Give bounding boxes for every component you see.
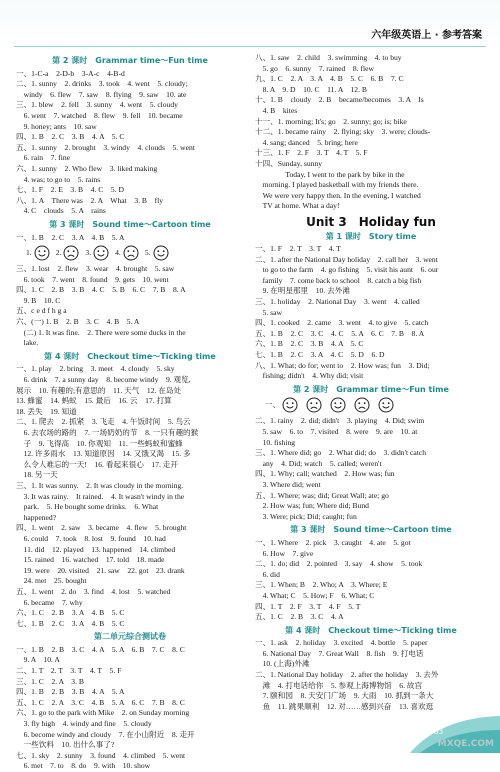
answer-line: 9. B 10. C <box>16 295 61 305</box>
answer-line: 六、1. go to the park with Mike 2. on Sunday morning <box>16 708 190 718</box>
unit-title: Unit 3 Holiday fun <box>306 214 436 229</box>
answer-line: 八、1. saw 2. child 3. swimming 4. to buy <box>255 53 402 62</box>
answer-line: 五、1. B 2. C 3. C 4. C 5. A 6. C 7. B 8. A <box>255 328 425 338</box>
face-label: 1. <box>26 247 32 257</box>
answer-line: 一、1. ask 2. holiday 3. excited 4. bottle 5. paper <box>255 638 428 648</box>
answer-line: 么令人难忘的一天! 16. 看起来很心 17. 走开 <box>16 459 178 469</box>
answer-line: 三、1. When; B 2. Who; A 3. Where; E <box>255 580 388 590</box>
answer-line: 10. fishing <box>255 437 296 447</box>
answer-line: 15. rained 16. watched 17. told 18. made <box>16 555 165 565</box>
answer-line: happened? <box>16 512 57 522</box>
answer-line: 5. saw 6. to 7. visited 8. were 9. are 10. at <box>255 427 418 436</box>
answer-line: any 4. Did; watch 5. called; weren't <box>255 458 382 468</box>
answer-line: 6. drink 7. a sunny day 8. become windy 9. 观览, <box>16 375 191 385</box>
answer-line: 3. Were; pick; Did; caught; fun <box>255 511 357 521</box>
answer-line: 一、1. B 2. B 3. C 4. A 5. A 6. B 7. C 8. C <box>16 644 185 654</box>
answer-line: 二、1. National Day holiday 2. after the holiday 3. 去外 <box>255 670 439 680</box>
smiley-face-icon <box>328 397 346 413</box>
answer-line: 四、1. cooked 2. came 3. went 4. to give 5. catch <box>255 318 429 328</box>
answer-line: 7. 颐和园 8. 天安门广场 9. 大雨 10. 抓到一条大 <box>255 691 434 701</box>
answer-line: 五、1. C 2. B 3. C 4. A <box>255 612 344 622</box>
answer-line: 七、1. B 2. C 3. A 4. C 5. D 6. D <box>255 350 385 360</box>
answer-line: 4. What; C 5. How; F 6. What; C <box>255 590 375 600</box>
answer-line: 二、1. sunny 2. drinks 3. took 4. went 5. cloudy; <box>16 79 188 89</box>
answer-line: 24. met 25. bought <box>16 576 87 586</box>
answer-line: lake. <box>16 338 39 348</box>
watermark-text: MXQE.COM <box>437 739 494 750</box>
section-heading: 第 4 课时 Checkout time～Ticking time <box>285 625 457 635</box>
answer-line: 八、1. What; do for; went to 2. How was; fun 3. Did; <box>255 360 430 370</box>
answer-line: 五、1. went 2. do 3. find 4. lost 5. watched <box>16 586 171 596</box>
answer-line: 6. did <box>255 569 280 579</box>
answer-line: 子 9. 飞得高 10. 你观知 11. 一些蚂蚁和蜜蜂 <box>16 438 183 448</box>
face-icon-row <box>26 245 244 261</box>
face-label: 5. <box>144 247 151 257</box>
answer-line: 一、1. Where 2. pick 3. caught 4. ate 5. got <box>255 537 411 547</box>
answer-line: 三、1. Where did; go 2. What did; do 3. didn't catch <box>255 448 426 458</box>
answer-line: 十四、Sunday, sunny <box>255 158 323 168</box>
section-heading: 第 3 课时 Sound time～Cartoon time <box>290 525 452 535</box>
answer-line: 4. sang; danced 5. bring; here <box>255 137 358 147</box>
answer-line: 5. saw <box>255 307 282 317</box>
answer-line: 五、c e d f h g a <box>16 306 67 316</box>
section-heading: 第 3 课时 Sound time～Cartoon time <box>49 219 211 229</box>
answer-line: 6. National Day 7. Great Wall 8. fish 9. 打电话 <box>255 648 424 658</box>
answer-line: 四、1. T 2. F 3. T 4. F 5. T <box>255 601 361 611</box>
answer-line: 七、1. F 2. E 3. B 4. C 5. D <box>16 185 125 195</box>
answer-line: 二、1. rainy 2. did; didn't 3. playing 4. Did; swim <box>255 416 425 426</box>
answer-line: Today, I went to the park by bike in the <box>255 169 405 179</box>
answer-line: 6. became 7. why <box>16 597 83 607</box>
answer-line: 6. become windy and cloudy 7. 在小山附近 8. 走开 <box>16 729 195 739</box>
answer-line: 五、1. Where; was; did; Great Wall; ate; go <box>255 490 389 500</box>
answer-line: (二) 1. It was fine. 2. There were some ducks in the <box>16 327 186 337</box>
answer-line: 4. B kites <box>255 105 298 115</box>
answer-line: 四、1. B 2. C 3. B 4. A 5. C <box>16 132 125 142</box>
answer-line: 八、1. A There was 2. A What 3. B fly <box>16 195 164 205</box>
answer-line: 6. took 7. went 8. found 9. gets 10. went <box>16 274 169 284</box>
answer-line: 6. went 7. watched 8. flew 9. fell 10. became <box>16 110 183 120</box>
section-heading: 第二单元综合测试卷 <box>94 632 166 642</box>
answer-line: 19. were 20. visited 21. saw 22. got 23. drank <box>16 565 185 575</box>
answer-line: 四、1. B 2. B 3. B 4. A 5. A <box>16 687 125 697</box>
answer-line: We were very happy then. In the evening, I watched <box>255 190 421 200</box>
answer-line: 三、1. blew 2. fell 3. sunny 4. went 5. cloudy <box>16 100 178 110</box>
answer-line: 二、1. T 2. T 3. T 4. T 5. F <box>16 666 122 676</box>
page-header-title: 六年级英语上 · 参考答案 <box>371 30 482 41</box>
answer-line: fishing; didn't 4. Why did; visit <box>255 371 364 381</box>
answer-line: 六、1. B 2. C 3. B 4. A 5. C <box>255 339 364 349</box>
smiley-face-icon <box>265 397 298 413</box>
answer-line: 三、1. It was sunny. 2. It was cloudy in the morning. <box>16 480 184 490</box>
answer-line: 4. was; to go to 5. rains <box>16 174 101 184</box>
section-heading: 第 4 课时 Checkout time～Ticking time <box>44 351 216 361</box>
answer-line: 6. could 7. took 8. lost 9. found 10. had <box>16 533 166 543</box>
answer-line: 六、(一) 1. B 2. B 3. C 4. B 5. A <box>16 317 140 327</box>
answer-line: 一、1. play 2. bring 3. meet 4. cloudy 5. sky <box>16 364 175 374</box>
answer-line: 三、1. C 2. A 3. B <box>16 676 84 686</box>
answer-line: 二、1. after the National Day holiday 2. call her 3. went <box>255 254 438 264</box>
answer-line: 9. honey; ants 10. saw <box>16 121 97 131</box>
section-heading: 第 2 课时 Grammar time～Fun time <box>293 384 449 394</box>
answer-line: 9. A 10. A <box>16 655 60 665</box>
answer-line: 七、1. B 2. C 3. A 4. B 5. C <box>16 618 125 628</box>
answer-line: 10. (上海)外滩 <box>255 659 310 669</box>
answer-line: 4. C clouds 5. A rains <box>16 206 106 216</box>
answer-line: 一些饮料 10. 出什么事了? <box>16 740 115 750</box>
answer-line: 六、1. sunny 2. Who flew 3. liked making <box>16 163 158 173</box>
face-icon-row <box>265 397 487 413</box>
sad-face-icon <box>56 245 80 261</box>
sad-face-icon <box>352 397 370 413</box>
sad-face-icon <box>304 397 322 413</box>
answer-line: windy 6. flew 7. saw 8. flying 9. saw 10. ate <box>16 89 187 99</box>
face-label: 3. <box>85 247 92 257</box>
smiley-face-icon <box>145 245 169 261</box>
answer-line: 展示 10. 有趣的;有意思的 11. 天气 12. 在岛处 <box>16 385 182 395</box>
face-label: 一、 <box>265 400 281 410</box>
answer-line: 五、1. C 2. A 3. C 4. B 5. A 6. C 7. B 8. C <box>16 697 185 707</box>
face-label: 2. <box>55 247 62 257</box>
answer-line: 四、1. Why; call; watched 2. How was; fun <box>255 469 395 479</box>
answer-column-left <box>16 53 244 772</box>
answer-line: 3. Where did; went <box>255 479 321 489</box>
answer-line: 6. met 7. to 8. do 9. with 10. show <box>16 761 151 771</box>
answer-line: 十二、1. became rainy 2. flying; sky 3. were; clouds- <box>255 127 431 137</box>
section-heading: 第 2 课时 Grammar time～Fun time <box>52 56 208 65</box>
answer-line: morning. I played basketball with my friends there. <box>255 180 419 190</box>
answer-line: 11. did 12. played 13. happened 14. climbed <box>16 544 176 554</box>
answer-line: 18. 另一天 <box>16 470 58 480</box>
answer-line: 5. go 6. sunny 7. rained 8. flew <box>255 63 374 73</box>
answer-line: park. 5. He bought some drinks. 6. What <box>16 502 159 512</box>
sad-face-icon <box>115 245 139 261</box>
answer-line: 18. 丢失 19. 知道 <box>16 406 77 416</box>
answer-line: 8. A 9. D 10. C 11. A 12. B <box>255 84 367 94</box>
smiley-face-icon <box>85 245 109 261</box>
answer-line: 五、1. sunny 2. brought 3. windy 4. clouds 5. went <box>16 142 195 152</box>
answer-line: 三、1. lost 2. flew 3. wear 4. brought 5. saw <box>16 264 175 274</box>
page-number: 53 <box>434 726 443 736</box>
answer-line: 六、1. C 2. B 3. A 4. B 5. C <box>16 608 125 618</box>
answer-line: 二、1. do; did 2. pointed 3. say 4. show 5. took <box>255 559 423 569</box>
answer-line: 三、1. holiday 2. National Day 3. went 4. called <box>255 297 420 307</box>
answer-line: 七、1. sky 2. sunny 3. found 4. climbed 5. went <box>16 750 186 760</box>
answer-line: 二、1. 爬去 2. 抓紧 3. 飞走 4. 午饭时间 5. 鸟云 <box>16 417 191 427</box>
answer-line: family 7. come back to school 8. catch a big fish <box>255 275 422 285</box>
answer-line: 十三、1. F 2. F 3. T 4. T 5. F <box>255 148 368 158</box>
answer-line: 四、1. went 2. saw 3. became 4. flew 5. brought <box>16 523 187 533</box>
answer-line: 6. rain 7. fine <box>16 153 70 163</box>
answer-line: 9. 在明星那里 10. 去外滩 <box>255 286 350 296</box>
answer-line: 十一、1. morning; It's; go 2. sunny; go; is; bike <box>255 116 407 126</box>
answer-line: to go to the farm 4. go fishing 5. visit his aunt 6. our <box>255 265 439 275</box>
answer-line: 滩 4. 打电话给你 5. 参观上海博物馆 6. 故宫 <box>255 680 423 690</box>
answer-column-right <box>255 53 487 712</box>
answer-line: 一、1. F 2. T 3. T 4. T <box>255 244 341 254</box>
answer-line: TV at home. What a day! <box>255 201 340 211</box>
answer-line: 6. 去农场的路的 7. 一场奶奶的节 8. 一只有趣的猴 <box>16 428 199 437</box>
section-heading: 第 1 课时 Story time <box>325 231 417 241</box>
answer-line: 2. How was; fun; Where did; Bund <box>255 501 369 511</box>
answer-line: 鱼 11. 跳果顺利 12. 对……感到兴奋 13. 喜欢逛 <box>255 701 434 711</box>
answer-line: 一、1. B 2. C 3. A 4. B 5. A <box>16 232 125 242</box>
answer-line: 6. How 7. give <box>255 548 314 558</box>
smiley-face-icon <box>376 397 394 413</box>
answer-line: 一、1-C-a 2-D-b 3-A-c 4-B-d <box>16 68 125 78</box>
answer-line: 四、1. C 2. B 3. B 4. C 5. B 6. C 7. B 8. A <box>16 285 186 295</box>
answer-line: 12. 许多雨水 13. 知道原因 14. 又饿又渴 15. 多 <box>16 449 191 459</box>
answer-line: 3. fly high 4. windy and fine 5. cloudy <box>16 719 152 729</box>
answer-line: 3. It was rainy. It rained. 4. It wasn't windy in the <box>16 491 185 501</box>
answer-line: 十、1. B cloudy 2. B became/becomes 3. A Is <box>255 95 424 105</box>
answer-line: 九、1. C 2. A 3. A 4. B 5. C 6. B 7. C <box>255 74 404 84</box>
header-divider <box>14 46 486 47</box>
answer-line: 13. 蜂蜜 14. 蚂蚁 15. 最后 16. 云 17. 打算 <box>16 396 172 406</box>
face-label: 4. <box>115 247 121 257</box>
smiley-face-icon <box>26 245 50 261</box>
